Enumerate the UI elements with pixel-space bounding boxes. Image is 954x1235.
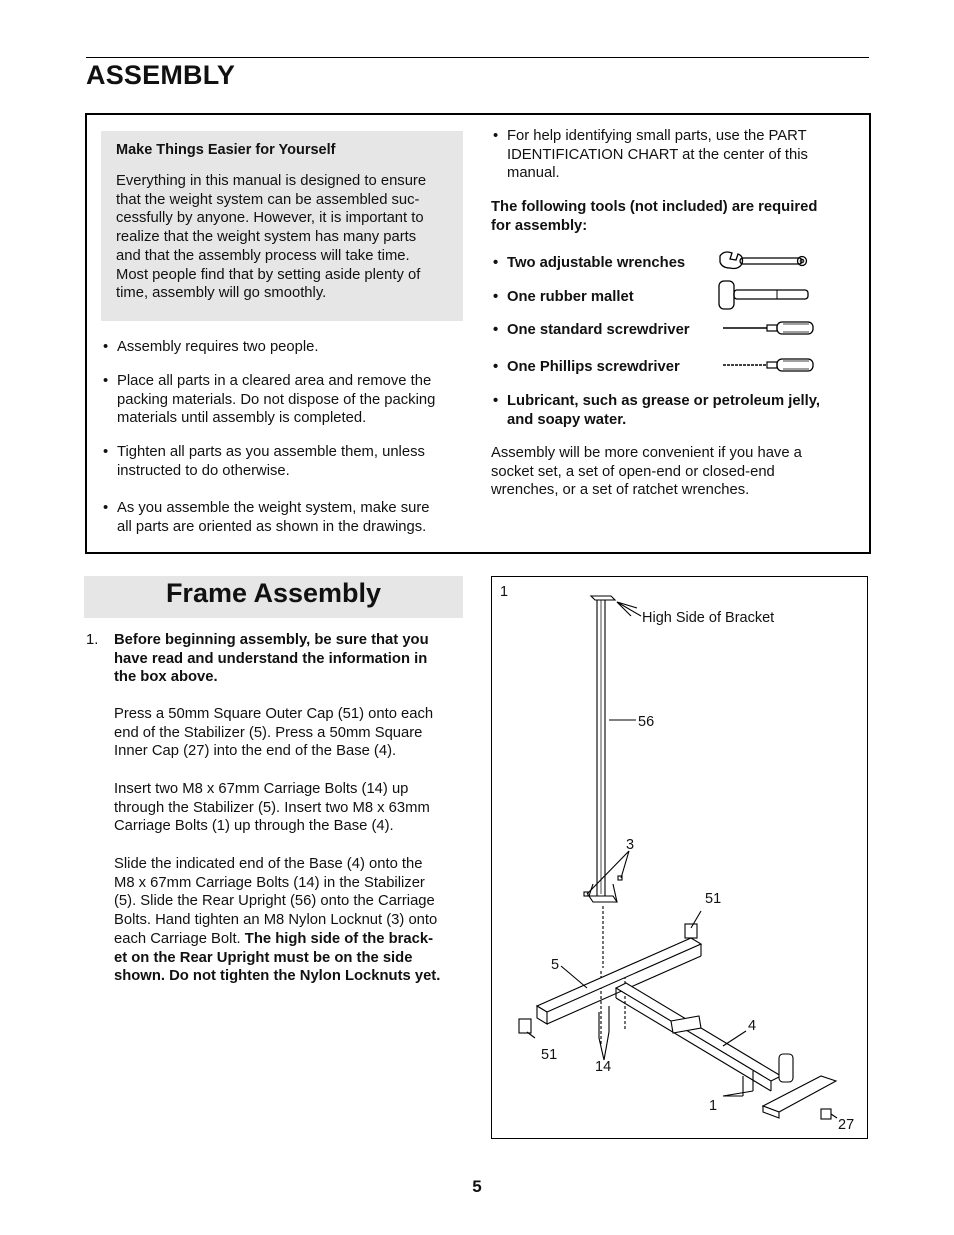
rubber-mallet-icon (717, 279, 812, 313)
phillips-screwdriver-icon (721, 356, 816, 374)
lubricant-item: • Lubricant, such as grease or petroleum jelly, and soapy water. (493, 393, 821, 428)
callout-locknut: 3 (626, 837, 635, 853)
callout-upright: 56 (638, 714, 655, 730)
convenient-text: Assembly will be more convenient if you have a socket set, a set of open-end or closed-end wrenches, or a set of ratchet wrenches. (491, 445, 802, 499)
step-paragraph: Press a 50mm Square Outer Cap (51) onto each end of the Stabilizer (5). Press a 50mm Square Inner Cap (27) into the end of the Base (4). (114, 706, 434, 760)
top-rule (86, 57, 869, 58)
bullet-item: • Place all parts in a cleared area and remove the packing materials. Do not dispose of the packing materials until assembly is completed. (103, 373, 436, 427)
step-paragraph: Slide the indicated end of the Base (4) onto the M8 x 67mm Carriage Bolts (14) in the Stabilizer (5). Slide the Rear Upright (56) onto the Carriage Bolts. Hand tighten an M8 Nylon Locknut (3) onto each Carriage Bolt. The high side of the brack- et on the Rear Upright must be on the side shown. Do not tighten the Nylon Locknuts yet. (114, 856, 441, 985)
tips-title: Make Things Easier for Yourself (116, 142, 336, 158)
callout-bolts-base: 1 (709, 1098, 718, 1114)
callout-bolts-stabilizer: 14 (595, 1059, 612, 1075)
bullet-item: • Tighten all parts as you assemble them, unless instructed to do otherwise. (103, 444, 425, 479)
section-title: Frame Assembly (165, 578, 382, 608)
page-title: ASSEMBLY (86, 60, 236, 90)
callout-stabilizer: 5 (551, 957, 560, 973)
bullet-item: • Assembly requires two people. (103, 339, 319, 355)
assembly-diagram (491, 576, 868, 1139)
help-bullet: • For help identifying small parts, use the PART IDENTIFICATION CHART at the center of this manual. (493, 128, 808, 182)
callout-cap-left: 51 (541, 1047, 558, 1063)
step-intro: Before beginning assembly, be sure that you have read and understand the information in the box above. (114, 632, 429, 686)
standard-screwdriver-icon (721, 319, 816, 337)
callout-inner-cap: 27 (838, 1117, 855, 1133)
tool-item: • One standard screwdriver (493, 322, 690, 338)
step-number: 1. (86, 632, 99, 648)
callout-cap-top: 51 (705, 891, 722, 907)
step-paragraph: Insert two M8 x 67mm Carriage Bolts (14) up through the Stabilizer (5). Insert two M8 x 63mm Carriage Bolts (1) up through the Base (4). (114, 781, 430, 835)
diagram-step-label: 1 (500, 584, 509, 600)
bracket-label: High Side of Bracket (642, 610, 775, 626)
tool-item: • One rubber mallet (493, 289, 634, 305)
tool-item: • One Phillips screwdriver (493, 359, 680, 375)
callout-base: 4 (748, 1018, 757, 1034)
tools-intro: The following tools (not included) are required for assembly: (491, 199, 818, 234)
adjustable-wrench-icon (716, 248, 812, 278)
tips-text: Everything in this manual is designed to ensure that the weight system can be assembled suc- cessfully by anyone. However, it is important to realize that the weight system has many parts and that the assembly process will take time. Most people find that by setting aside plenty of time, assembly will go smoothly. (116, 173, 427, 302)
tool-item: • Two adjustable wrenches (493, 255, 686, 271)
bullet-item: • As you assemble the weight system, make sure all parts are oriented as shown in the drawings. (103, 500, 430, 535)
page-number: 5 (472, 1177, 482, 1196)
